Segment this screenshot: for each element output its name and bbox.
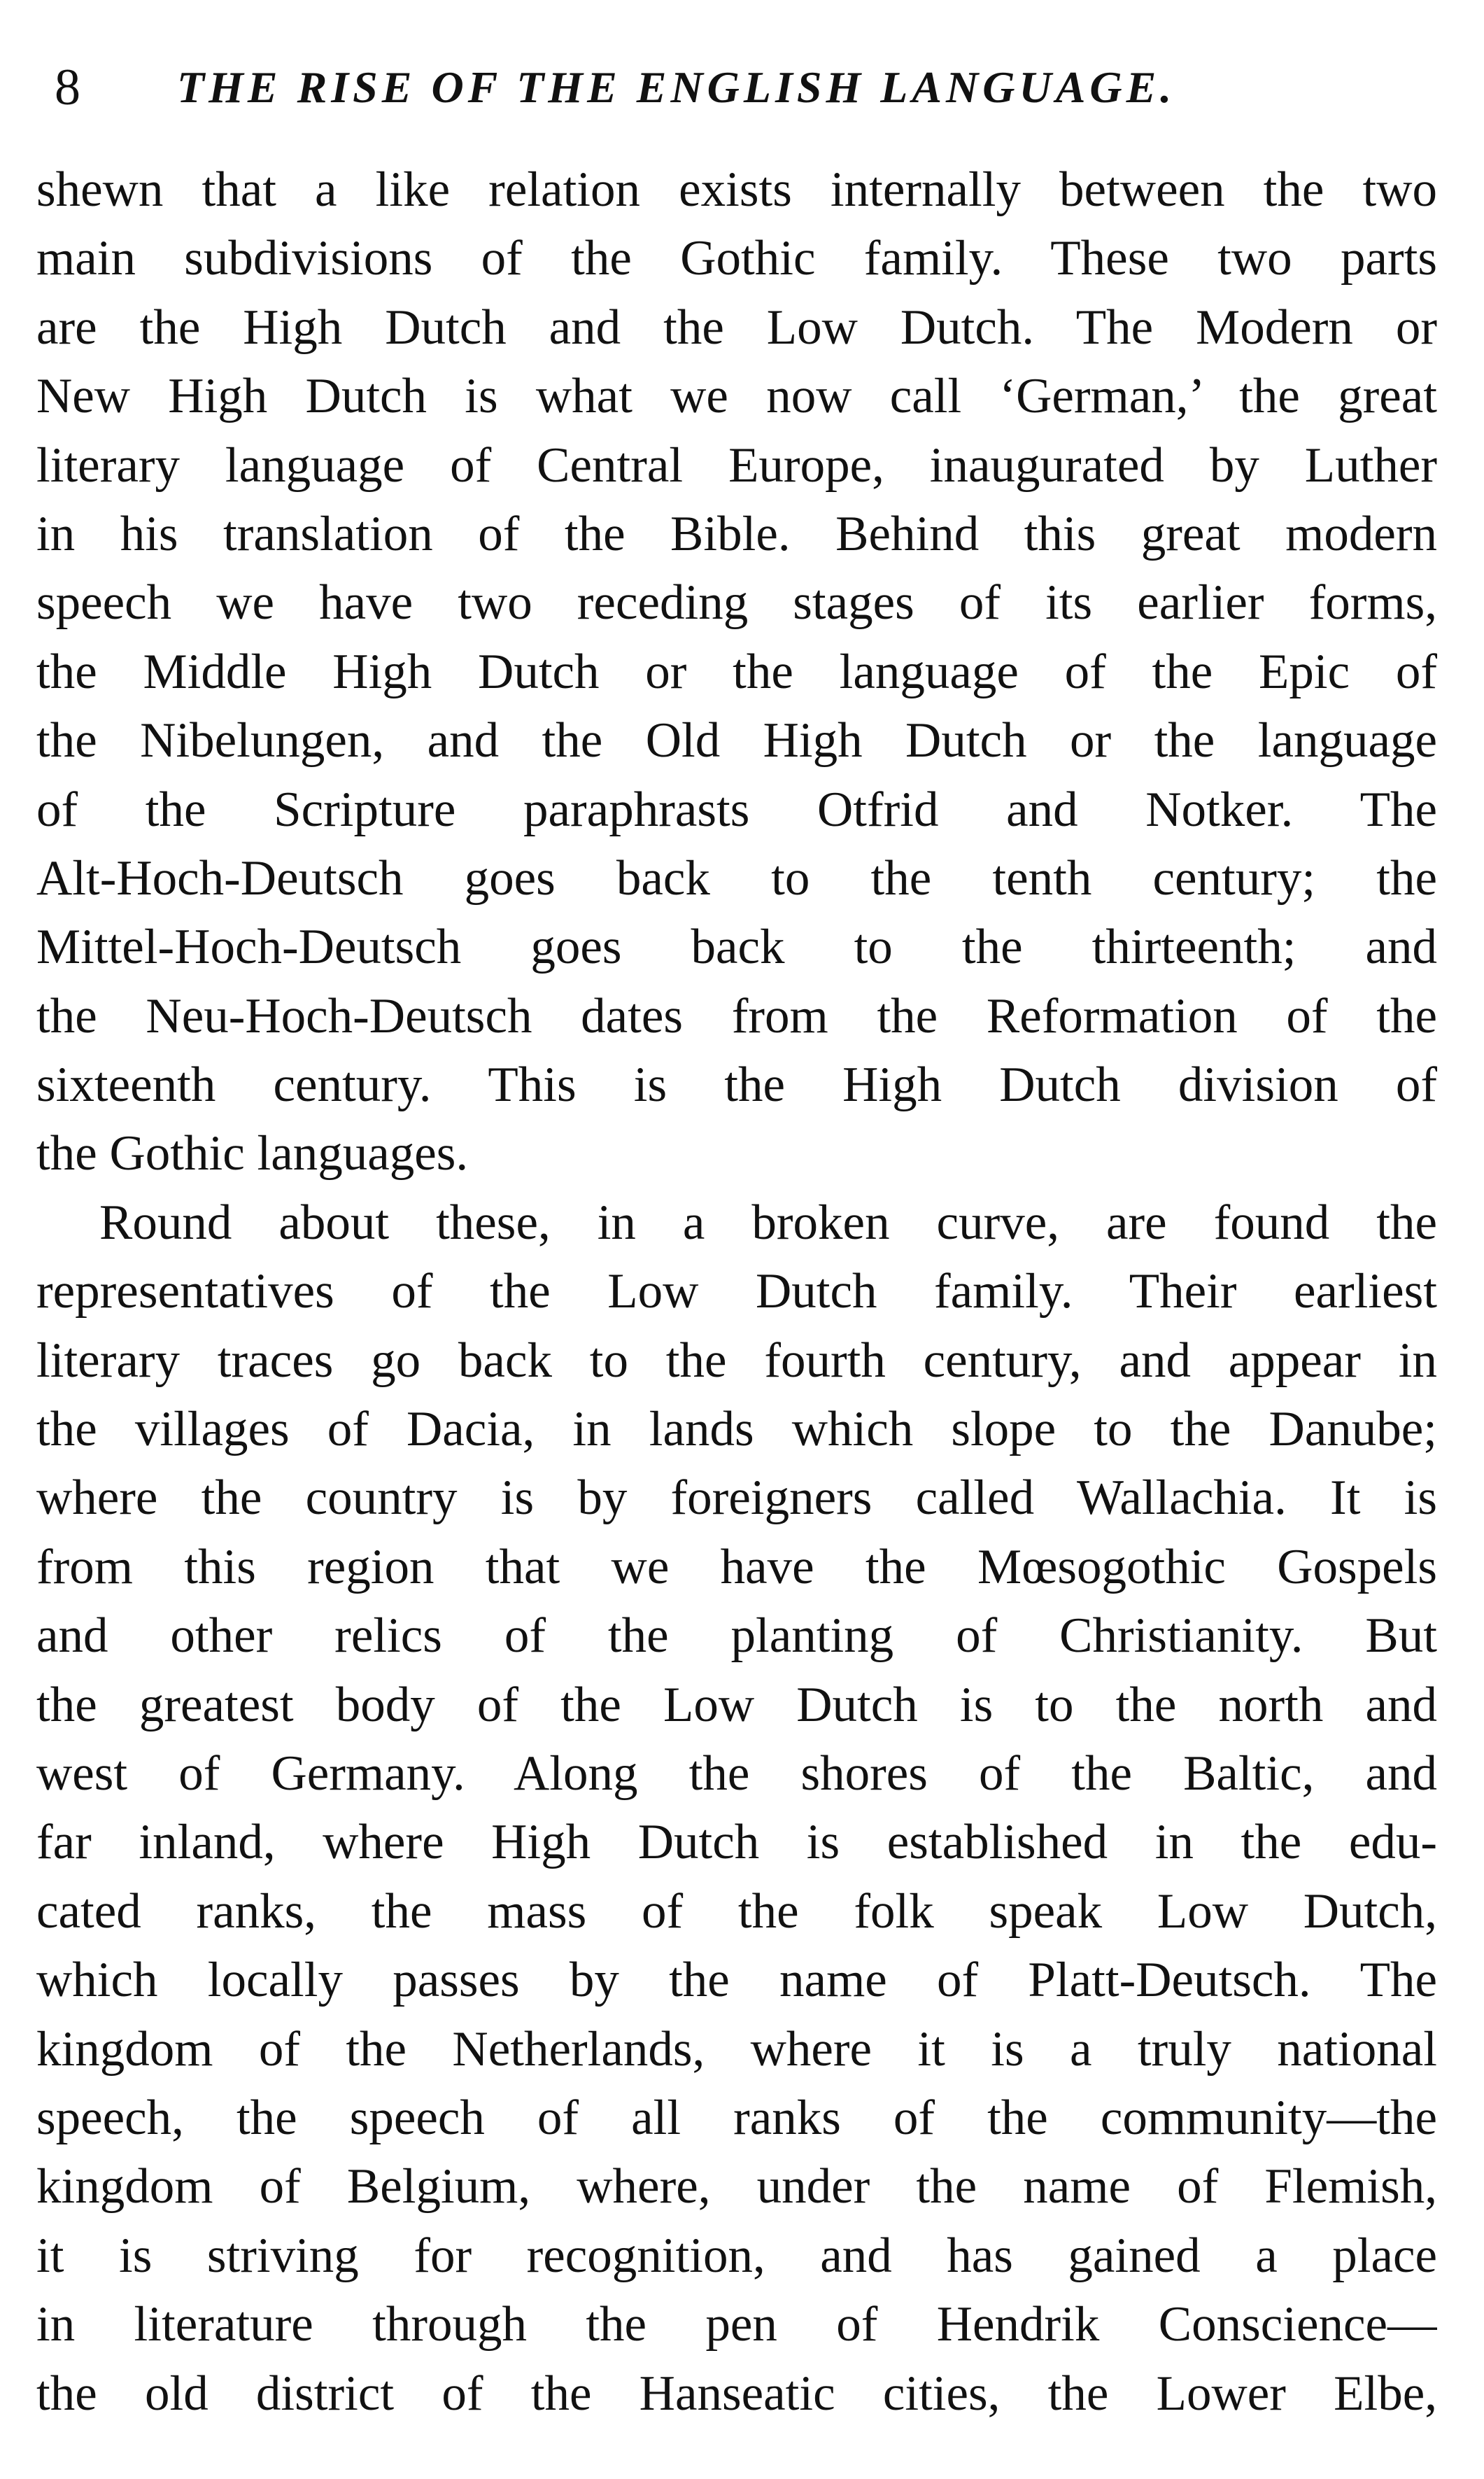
text-line: speech we have two receding stages of its earlier forms, — [36, 575, 1437, 631]
text-line: which locally passes by the name of Platt-Deutsch. The — [36, 1953, 1437, 2008]
text-line: sixteenth century. This is the High Dutch division of — [36, 1058, 1437, 1113]
text-line: shewn that a like relation exists internally between the two — [36, 162, 1437, 217]
text-line: literary traces go back to the fourth century, and appear in — [36, 1333, 1437, 1388]
running-title: THE RISE OF THE ENGLISH LANGUAGE. — [177, 62, 1176, 112]
paragraph-2 — [36, 1188, 1437, 2428]
text-line: cated ranks, the mass of the folk speak Low Dutch, — [36, 1883, 1437, 1939]
text-line: Round about these, in a broken curve, are found the — [99, 1195, 1437, 1250]
text-line: are the High Dutch and the Low Dutch. The Modern or — [36, 300, 1437, 355]
text-line: and other relics of the planting of Christianity. But — [36, 1608, 1437, 1664]
page-number: 8 — [55, 58, 81, 116]
text-line: the old district of the Hanseatic cities, the Lower Elbe, — [36, 2366, 1437, 2421]
text-line: where the country is by foreigners called Wallachia. It is — [36, 1470, 1437, 1526]
text-line: the Gothic languages. — [36, 1126, 469, 1181]
text-line: literary language of Central Europe, inaugurated by Luther — [36, 437, 1437, 493]
text-line: in his translation of the Bible. Behind this great modern — [36, 506, 1437, 561]
text-line: the Nibelungen, and the Old High Dutch or the language — [36, 713, 1437, 768]
text-line: representatives of the Low Dutch family. Their earliest — [36, 1264, 1437, 1319]
text-line: in literature through the pen of Hendrik Conscience— — [36, 2297, 1437, 2352]
text-line: the Middle High Dutch or the language of the Epic of — [36, 644, 1437, 699]
text-line: of the Scripture paraphrasts Otfrid and Notker. The — [36, 782, 1437, 837]
text-line: the villages of Dacia, in lands which slope to the Danube; — [36, 1402, 1437, 1457]
body-text — [36, 155, 1437, 2428]
text-line: main subdivisions of the Gothic family. These two parts — [36, 231, 1437, 286]
paragraph-1 — [36, 155, 1437, 1188]
text-line: it is striving for recognition, and has gained a place — [36, 2228, 1437, 2283]
text-line: the greatest body of the Low Dutch is to the north and — [36, 1677, 1437, 1732]
text-line: speech, the speech of all ranks of the community—the — [36, 2090, 1437, 2145]
running-head — [55, 42, 1426, 133]
text-line: Mittel-Hoch-Deutsch goes back to the thirteenth; and — [36, 920, 1437, 975]
text-line: Alt-Hoch-Deutsch goes back to the tenth century; the — [36, 850, 1437, 906]
text-line: New High Dutch is what we now call ‘German,’ the great — [36, 369, 1437, 424]
text-line: kingdom of Belgium, where, under the name of Flemish, — [36, 2159, 1437, 2214]
text-line: far inland, where High Dutch is established in the edu- — [36, 1815, 1437, 1870]
text-line: from this region that we have the Mœsogothic Gospels — [36, 1539, 1437, 1594]
text-line: the Neu-Hoch-Deutsch dates from the Reformation of the — [36, 988, 1437, 1044]
text-line: west of Germany. Along the shores of the Baltic, and — [36, 1746, 1437, 1801]
text-line: kingdom of the Netherlands, where it is a truly national — [36, 2021, 1437, 2077]
